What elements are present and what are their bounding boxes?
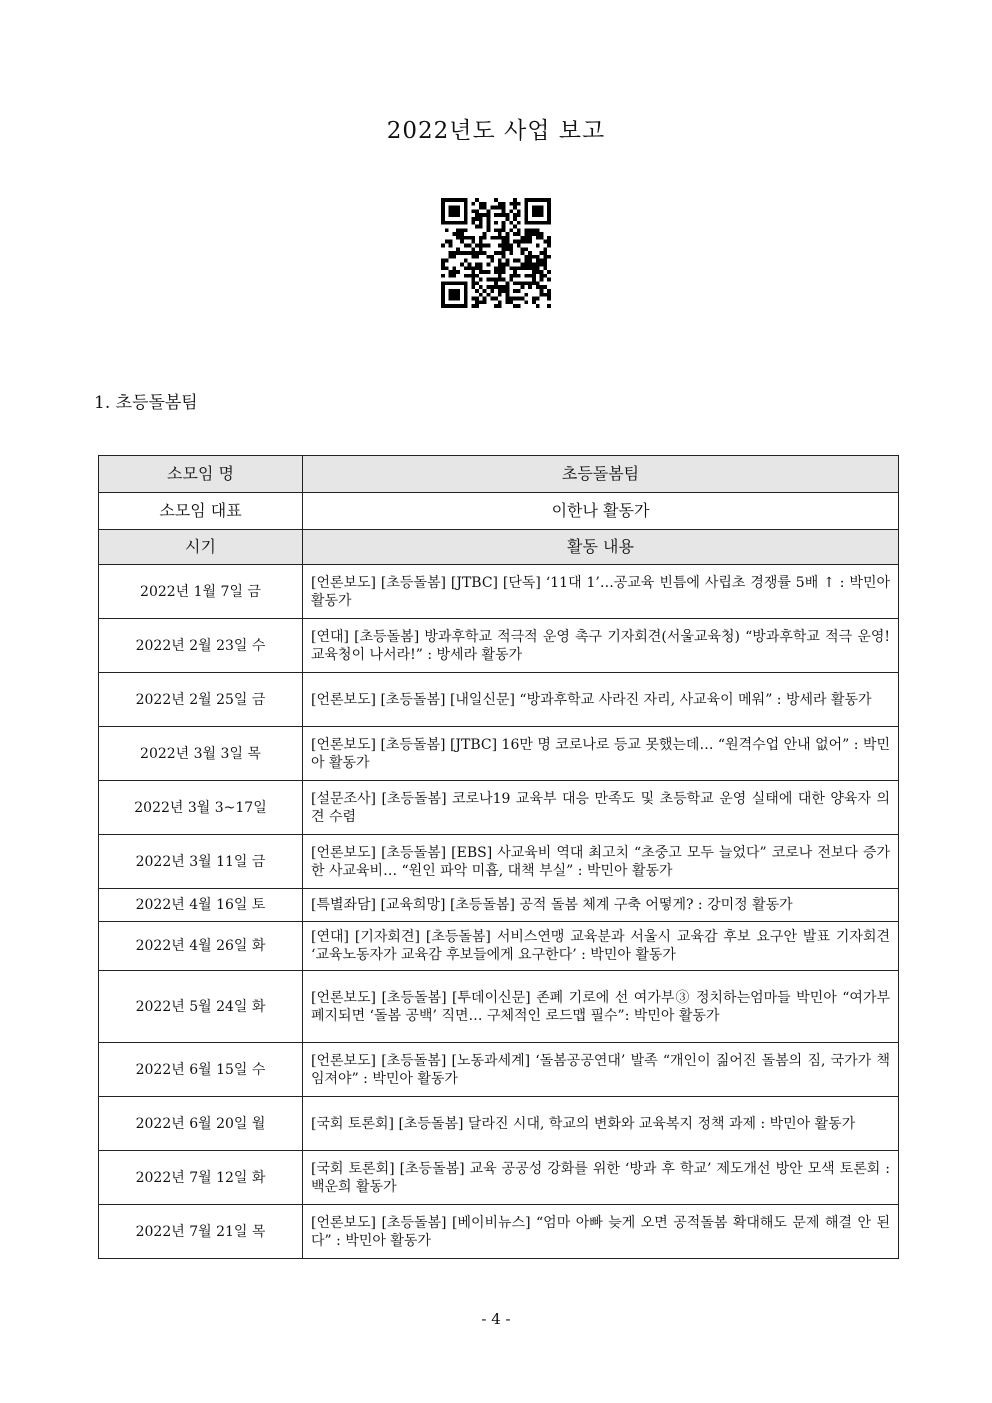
table-row — [99, 1043, 899, 1097]
table-row — [99, 835, 899, 889]
representative-label: 소모임 대표 — [99, 493, 303, 530]
group-name-value: 초등돌봄팀 — [303, 456, 899, 493]
table-row — [99, 971, 899, 1043]
column-header-row — [99, 530, 899, 565]
table-row — [99, 922, 899, 971]
activity-date: 2022년 2월 25일 금 — [99, 673, 303, 727]
activity-content: [언론보도] [초등돌봄] [EBS] 사교육비 역대 최고치 “초중고 모두 늘었다” 코로나 전보다 증가한 사교육비… “원인 파악 미흡, 대책 부실” : 박민아 활동가 — [303, 835, 899, 889]
activity-content: [국회 토론회] [초등돌봄] 달라진 시대, 학교의 변화와 교육복지 정책 과제 : 박민아 활동가 — [303, 1097, 899, 1151]
activity-date: 2022년 3월 3일 목 — [99, 727, 303, 781]
activity-date: 2022년 3월 3~17일 — [99, 781, 303, 835]
activity-content: [연대] [초등돌봄] 방과후학교 적극적 운영 촉구 기자회견(서울교육청) “방과후학교 적극 운영! 교육청이 나서라!” : 방세라 활동가 — [303, 619, 899, 673]
activity-content: [국회 토론회] [초등돌봄] 교육 공공성 강화를 위한 ‘방과 후 학교’ 제도개선 방안 모색 토론회 : 백운희 활동가 — [303, 1151, 899, 1205]
activity-date: 2022년 6월 15일 수 — [99, 1043, 303, 1097]
activity-content: [언론보도] [초등돌봄] [투데이신문] 존폐 기로에 선 여가부③ 정치하는엄마들 박민아 “여가부 폐지되면 ‘돌봄 공백’ 직면… 구체적인 로드맵 필수”: 박민아 활동가 — [303, 971, 899, 1043]
activity-date: 2022년 5월 24일 화 — [99, 971, 303, 1043]
page-title: 2022년도 사업 보고 — [386, 118, 606, 144]
page-number: - 4 - — [481, 1310, 511, 1328]
activity-date: 2022년 2월 23일 수 — [99, 619, 303, 673]
section-heading: 1. 초등돌봄팀 — [94, 393, 198, 413]
table-row — [99, 565, 899, 619]
representative-row — [99, 493, 899, 530]
content-column-header: 활동 내용 — [303, 530, 899, 565]
activity-date: 2022년 4월 26일 화 — [99, 922, 303, 971]
group-name-row — [99, 456, 899, 493]
activity-table — [98, 455, 899, 1259]
activity-content: [언론보도] [초등돌봄] [JTBC] [단독] ‘11대 1’…공교육 빈틈에 사립초 경쟁률 5배 ↑ : 박민아 활동가 — [303, 565, 899, 619]
table-row — [99, 1097, 899, 1151]
activity-content: [특별좌담] [교육희망] [초등돌봄] 공적 돌봄 체계 구축 어떻게? : 강미정 활동가 — [303, 889, 899, 922]
table-row — [99, 619, 899, 673]
activity-content: [언론보도] [초등돌봄] [JTBC] 16만 명 코로나로 등교 못했는데… “원격수업 안내 없어” : 박민아 활동가 — [303, 727, 899, 781]
activity-date: 2022년 6월 20일 월 — [99, 1097, 303, 1151]
table-row — [99, 781, 899, 835]
activity-date: 2022년 7월 12일 화 — [99, 1151, 303, 1205]
table-row — [99, 1205, 899, 1259]
activity-content: [언론보도] [초등돌봄] [내일신문] “방과후학교 사라진 자리, 사교육이 메워” : 방세라 활동가 — [303, 673, 899, 727]
representative-value: 이한나 활동가 — [303, 493, 899, 530]
table-row — [99, 889, 899, 922]
table-row — [99, 673, 899, 727]
date-column-header: 시기 — [99, 530, 303, 565]
activity-content: [연대] [기자회견] [초등돌봄] 서비스연맹 교육분과 서울시 교육감 후보 요구안 발표 기자회견 ‘교육노동자가 교육감 후보들에게 요구한다’ : 박민아 활동가 — [303, 922, 899, 971]
table-row — [99, 1151, 899, 1205]
table-row — [99, 727, 899, 781]
activity-date: 2022년 7월 21일 목 — [99, 1205, 303, 1259]
activity-date: 2022년 3월 11일 금 — [99, 835, 303, 889]
activity-content: [언론보도] [초등돌봄] [노동과세계] ‘돌봄공공연대’ 발족 “개인이 짊어진 돌봄의 짐, 국가가 책임져야” : 박민아 활동가 — [303, 1043, 899, 1097]
activity-date: 2022년 1월 7일 금 — [99, 565, 303, 619]
activity-content: [설문조사] [초등돌봄] 코로나19 교육부 대응 만족도 및 초등학교 운영 실태에 대한 양육자 의견 수렴 — [303, 781, 899, 835]
qr-code — [441, 198, 551, 308]
activity-date: 2022년 4월 16일 토 — [99, 889, 303, 922]
group-name-label: 소모임 명 — [99, 456, 303, 493]
activity-content: [언론보도] [초등돌봄] [베이비뉴스] “엄마 아빠 늦게 오면 공적돌봄 확대해도 문제 해결 안 된다” : 박민아 활동가 — [303, 1205, 899, 1259]
